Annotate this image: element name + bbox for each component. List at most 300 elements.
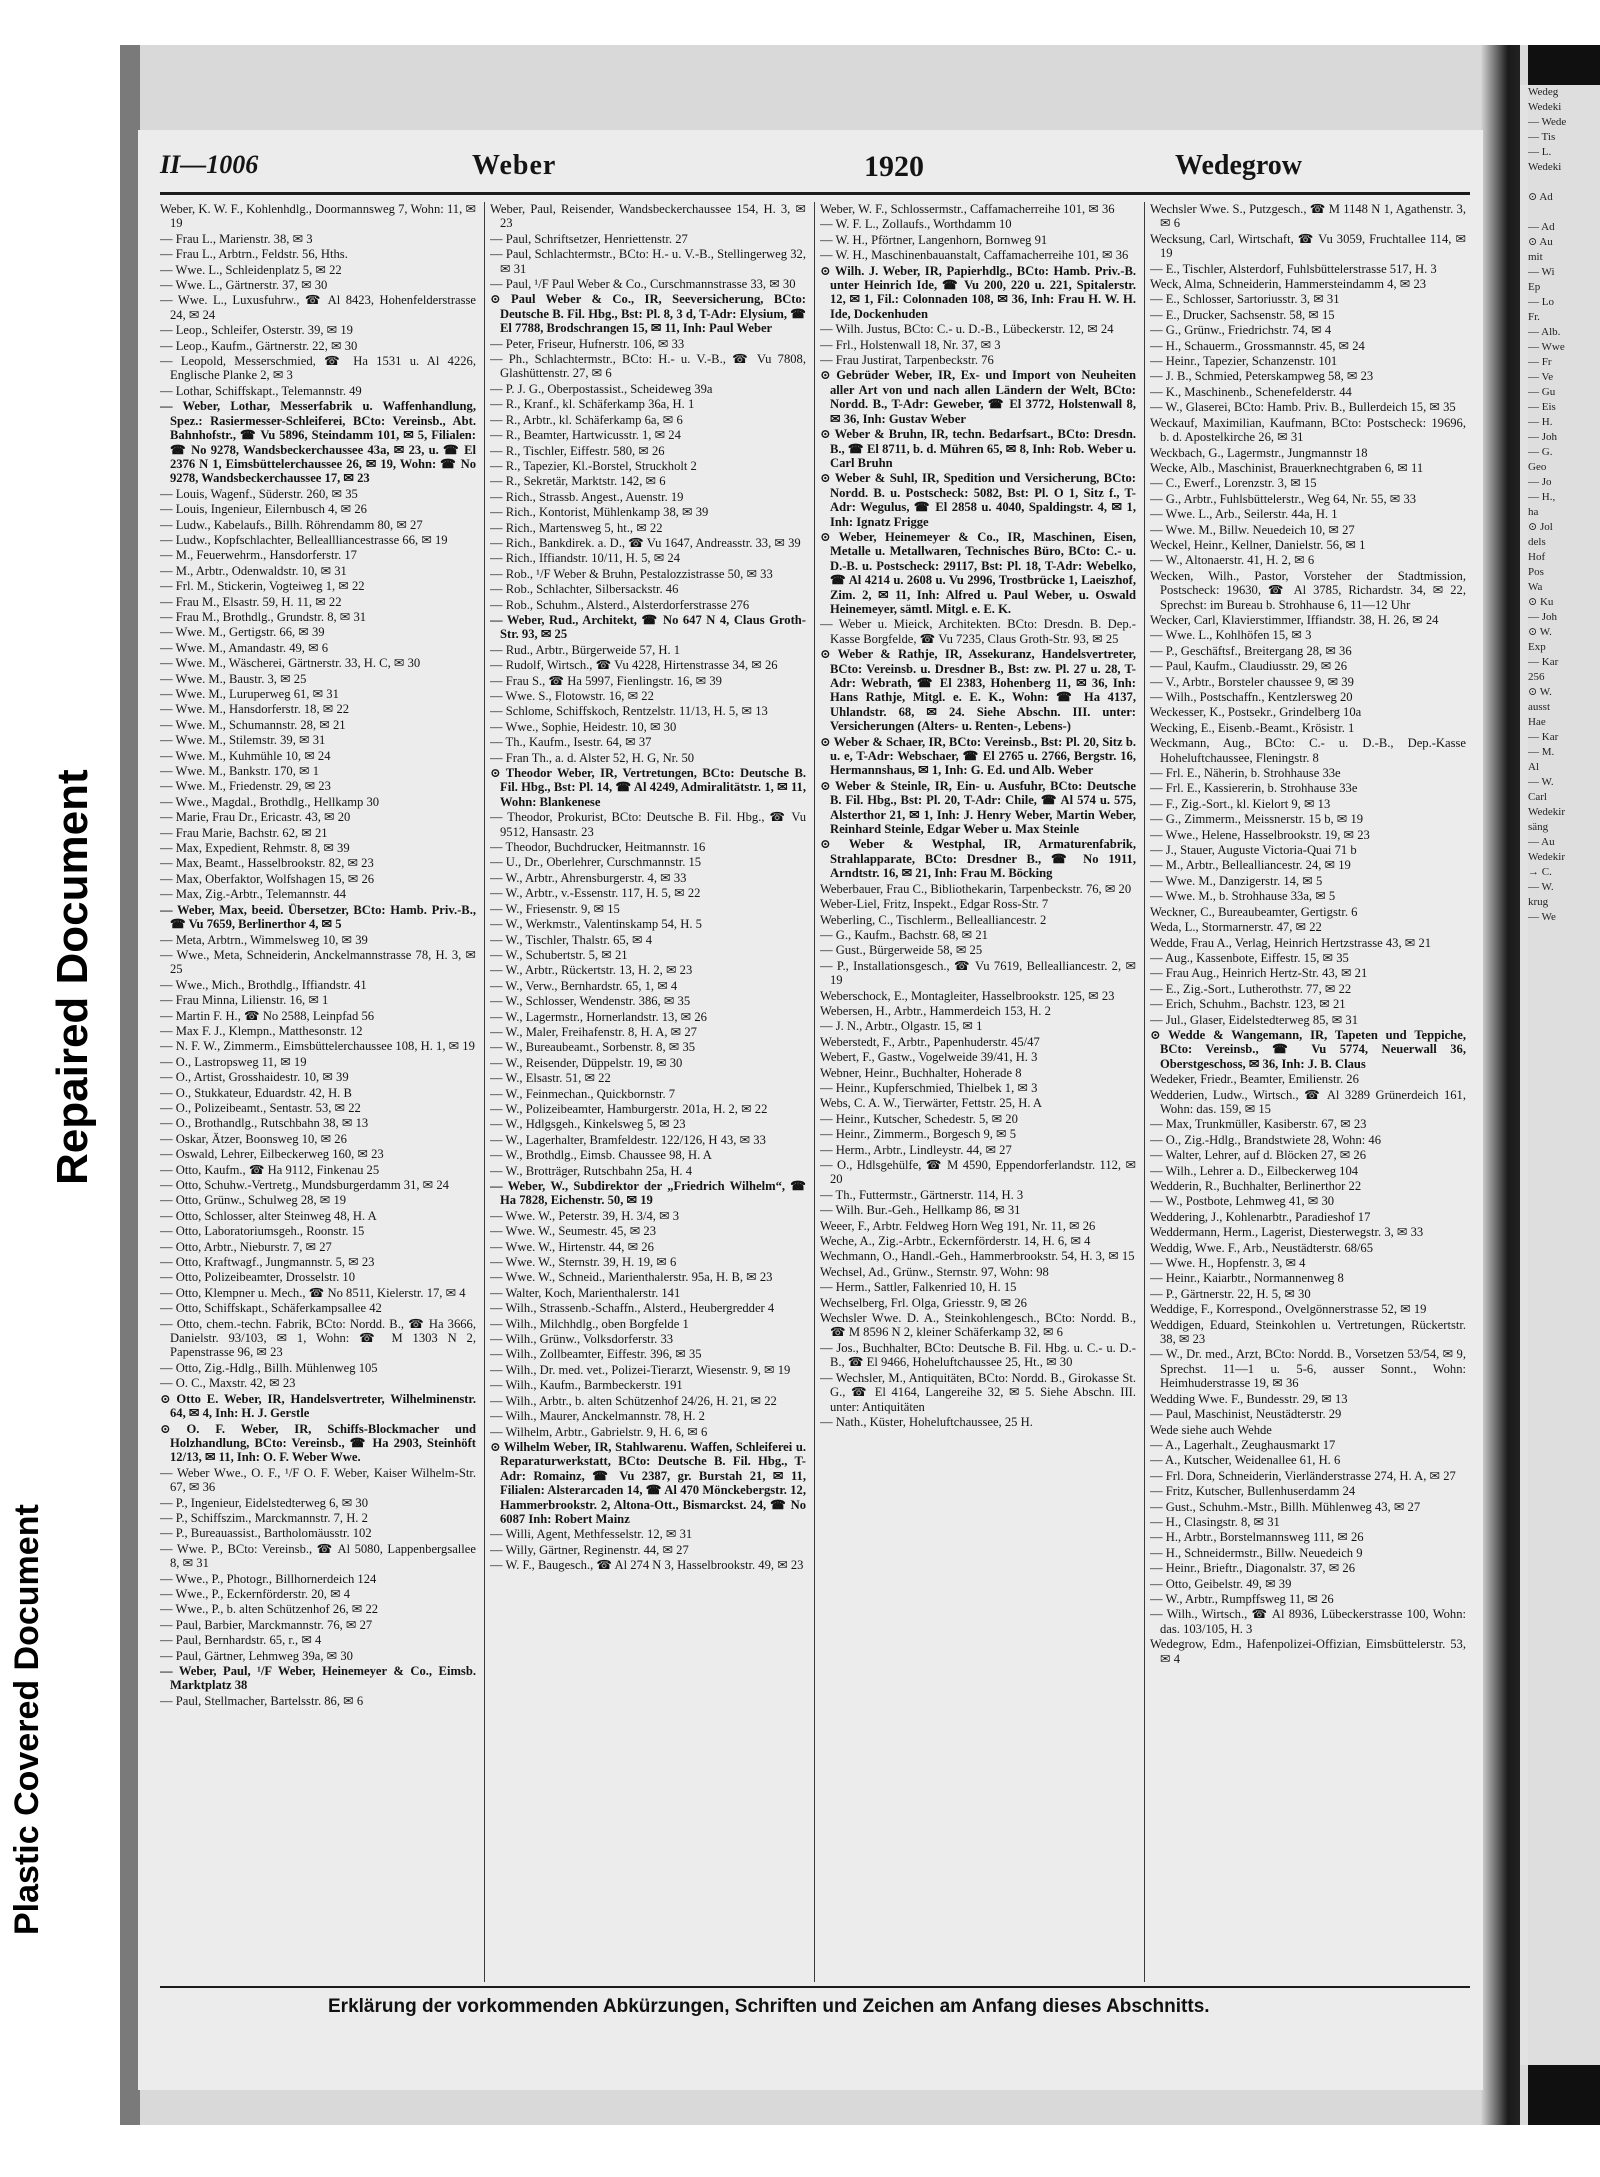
directory-entry: — Paul, Schlachtermstr., BCto: H.- u. V.-B., Stellingerweg 32, ✉ 31	[490, 247, 806, 276]
directory-entry: Wechmann, O., Handl.-Geh., Hammerbrookstr. 54, H. 3, ✉ 15	[820, 1249, 1135, 1264]
next-page-fragment: Wedekir	[1528, 851, 1565, 863]
directory-entry: ⊙ Weber & Bruhn, IR, techn. Bedarfsart., BCto: Dresdn. B., ☎ El 8711, b. d. Mühren 65, ✉ 8, Inh: Rob. Weber u. Carl Bruhn	[820, 427, 1136, 470]
directory-entry: — Otto, Geibelstr. 49, ✉ 39	[1150, 1576, 1292, 1591]
directory-entry: — Wwe. W., Sternstr. 39, H. 19, ✉ 6	[490, 1255, 677, 1270]
next-page-fragment: — Fr	[1528, 356, 1552, 368]
directory-entry: Webersen, H., Arbtr., Hammerdeich 153, H. 2	[820, 1003, 1051, 1018]
directory-entry: — P., Bureauassist., Bartholomäusstr. 102	[160, 1526, 372, 1541]
directory-entry: Weber, W. F., Schlossermstr., Caffamacherreihe 101, ✉ 36	[820, 202, 1115, 216]
directory-entry: — Heinr., Kaiarbtr., Normannenweg 8	[1150, 1271, 1344, 1286]
directory-entry: — Frau M., Brothdlg., Grundstr. 8, ✉ 31	[160, 609, 367, 624]
directory-entry: — K., Maschinenb., Schenefelderstr. 44	[1150, 384, 1352, 399]
directory-entry: — Max, Trunkmüller, Kasiberstr. 67, ✉ 23	[1150, 1117, 1367, 1132]
directory-entry: — W. H., Maschinenbauanstalt, Caffamacherreihe 101, ✉ 36	[820, 248, 1129, 263]
directory-entry: — Frau Minna, Lilienstr. 16, ✉ 1	[160, 993, 329, 1008]
directory-entry: — H., Schauerm., Grossmannstr. 45, ✉ 24	[1150, 338, 1365, 353]
directory-entry: Wecksung, Carl, Wirtschaft, ☎ Vu 3059, Fruchtallee 114, ✉ 19	[1150, 231, 1466, 261]
directory-entry: — Weber, Rud., Architekt, ☎ No 647 N 4, Claus Groth-Str. 93, ✉ 25	[490, 612, 806, 642]
directory-entry: — Wwe. H., Hopfenstr. 3, ✉ 4	[1150, 1256, 1306, 1271]
directory-entry: — W., Schubertstr. 5, ✉ 21	[490, 947, 628, 962]
directory-entry: — W., Feinmechan., Quickbornstr. 7	[490, 1086, 676, 1101]
directory-entry: — Wilh., Arbtr., b. alten Schützenhof 24/26, H. 21, ✉ 22	[490, 1393, 777, 1408]
column-divider	[484, 202, 485, 1982]
next-page-fragment: dels	[1528, 536, 1546, 548]
next-page-fragment: — H.,	[1528, 491, 1556, 503]
directory-entry: — W. H., Pförtner, Langenhorn, Bornweg 91	[820, 232, 1048, 247]
directory-entry: — R., Tischler, Eiffestr. 580, ✉ 26	[490, 443, 665, 458]
directory-entry: — J. N., Arbtr., Olgastr. 15, ✉ 1	[820, 1019, 983, 1034]
next-page-fragment: — Joh	[1528, 431, 1558, 443]
next-page-fragment: Pos	[1528, 566, 1544, 578]
directory-entry: — Wilh. Bur.-Geh., Hellkamp 86, ✉ 31	[820, 1203, 1021, 1218]
directory-entry: — Heinr., Zimmerm., Borgesch 9, ✉ 5	[820, 1127, 1017, 1142]
directory-entry: Weddering, J., Kohlenarbtr., Paradieshof 17	[1150, 1209, 1371, 1224]
directory-entry: — Wwe. M., Danzigerstr. 14, ✉ 5	[1150, 873, 1323, 888]
directory-entry: Weck, Alma, Schneiderin, Hammersteindamm 4, ✉ 23	[1150, 277, 1427, 292]
directory-entry: Weda, L., Stormarnerstr. 47, ✉ 22	[1150, 920, 1322, 935]
directory-entry: — Heinr., Kutscher, Schedestr. 5, ✉ 20	[820, 1111, 1018, 1126]
directory-entry: Webner, Heinr., Buchhalter, Hoherade 8	[820, 1065, 1022, 1080]
next-page-fragment: Fr.	[1528, 311, 1540, 323]
directory-entry: — Wwe. M., Luruperweg 61, ✉ 31	[160, 687, 339, 701]
directory-entry: — Fritz, Kutscher, Bullenhuserdamm 24	[1150, 1484, 1356, 1499]
directory-entry: — Wwe. P., BCto: Vereinsb., ☎ Al 5080, Lappenbergsallee 8, ✉ 31	[160, 1541, 476, 1571]
directory-entry: — Max, Beamt., Hasselbrookstr. 82, ✉ 23	[160, 856, 374, 871]
directory-entry: — Wwe. L., Kohlhöfen 15, ✉ 3	[1150, 628, 1312, 643]
directory-entry: — Weber Wwe., O. F., ¹/F O. F. Weber, Kaiser Wilhelm-Str. 67, ✉ 36	[160, 1465, 476, 1495]
next-page-fragment: — Jo	[1528, 476, 1552, 488]
directory-entry: — Frau S., ☎ Ha 5997, Fienlingstr. 16, ✉ 39	[490, 673, 722, 688]
directory-entry: — Walter, Lehrer, auf d. Blöcken 27, ✉ 26	[1150, 1148, 1367, 1163]
directory-entry: — Wilh., Zollbeamter, Eiffestr. 396, ✉ 35	[490, 1347, 702, 1362]
next-page-fragment: — W.	[1528, 776, 1554, 788]
directory-entry: — Wwe. L., Gärtnerstr. 37, ✉ 30	[160, 278, 328, 293]
directory-entry: — Wwe. M., Baustr. 3, ✉ 25	[160, 671, 307, 686]
directory-entry: — Paul, Stellmacher, Bartelsstr. 86, ✉ 6	[160, 1693, 364, 1708]
directory-entry: — W., Lagermstr., Hornerlandstr. 13, ✉ 26	[490, 1009, 707, 1024]
directory-entry: — O., Zig.-Hdlg., Brandstwiete 28, Wohn: 46	[1150, 1132, 1382, 1147]
directory-entry: — Otto, Grünw., Schulweg 28, ✉ 19	[160, 1193, 347, 1208]
directory-entry: — W., Postbote, Lehmweg 41, ✉ 30	[1150, 1194, 1335, 1209]
directory-entry: — W., Hdlgsgeh., Kinkelsweg 5, ✉ 23	[490, 1117, 686, 1132]
directory-entry: — Fran Th., a. d. Alster 52, H. G, Nr. 50	[490, 750, 695, 765]
directory-entry: — J., Stauer, Auguste Victoria-Quai 71 b	[1150, 843, 1357, 858]
directory-entry: — Wilh., Maurer, Anckelmannstr. 78, H. 2	[490, 1409, 705, 1424]
next-page-fragment: ⊙ Au	[1528, 236, 1553, 248]
next-page-fragment: — Lo	[1528, 296, 1554, 308]
next-page-fragment: — Eis	[1528, 401, 1556, 413]
directory-entry: — W., Verw., Bernhardstr. 65, 1, ✉ 4	[490, 978, 678, 993]
directory-entry: — M., Feuerwehrm., Hansdorferstr. 17	[160, 548, 357, 563]
next-page-fragment: Hae	[1528, 716, 1546, 728]
directory-entry: ⊙ Paul Weber & Co., IR, Seeversicherung, BCto: Deutsche B. Fil. Hbg., Bst: Pl. 8, 3 d, T-Adr: Elysium, ☎ El 7788, Brodschrangen 15, ✉ 11, Inh: Paul Weber	[490, 292, 806, 336]
directory-entry: Wechsler Wwe. D. A., Steinkohlengesch., BCto: Nordd. B., ☎ M 8596 N 2, kleiner Schäferkamp 32, ✉ 6	[820, 1311, 1136, 1340]
directory-entry: — Weber, Lothar, Messerfabrik u. Waffenhandlung, Spez.: Rasiermesser-Schleiferei, BCto: Vereinsb., Abt. Bahnhofstr., ☎ Vu 5896, Steindamm 101, ✉ 5, Filialen: ☎ No 9278, Wandsbeckerchaussee 43a, ✉ 23, u. ☎ El 2376 N 1, Eimsbüttelerchaussee 26, ✉ 19, Wohn: ☎ No 9278, Wandsbeckerchaussee 17, ✉ 23	[160, 399, 476, 486]
repaired-document-label: Repaired Document	[48, 769, 97, 1185]
directory-entry: Weckbach, G., Lagermstr., Jungmannstr 18	[1150, 445, 1368, 460]
directory-entry: — Th., Futtermstr., Gärtnerstr. 114, H. 3	[820, 1187, 1024, 1202]
directory-entry: Wecker, Carl, Klavierstimmer, Iffiandstr. 38, H. 26, ✉ 24	[1150, 612, 1439, 627]
directory-entry: Weckauf, Maximilian, Kaufmann, BCto: Postscheck: 19696, b. d. Apostelkirche 26, ✉ 31	[1150, 415, 1466, 445]
directory-entry: — Weber, Paul, ¹/F Weber, Heinemeyer & Co., Eimsb. Marktplatz 38	[160, 1664, 476, 1693]
directory-entry: Weberbauer, Frau C., Bibliothekarin, Tarpenbeckstr. 76, ✉ 20	[820, 881, 1132, 896]
directory-entry: — Theodor, Buchdrucker, Heitmannstr. 16	[490, 840, 706, 855]
directory-entry: — P., Gärtnerstr. 22, H. 5, ✉ 30	[1150, 1286, 1311, 1301]
directory-entry: ⊙ Weber & Steinle, IR, Ein- u. Ausfuhr, BCto: Deutsche B. Fil. Hbg., Bst: Pl. 20, T-Adr: Chile, ☎ Al 574 u. 575, Alsterthor 21, ✉ 1, Inh: J. Henry Weber, Martin Weber, Reinhard Steinle, Edgar Weber u. Max Steinle	[820, 778, 1136, 837]
directory-entry: — H., Clasingstr. 8, ✉ 31	[1150, 1514, 1280, 1529]
directory-entry: ⊙ Weber & Westphal, IR, Armaturenfabrik, Strahlapparate, BCto: Dresdner B., ☎ No 1911, Arndtstr. 16, ✉ 21, Inh: Frau M. Böcking	[820, 837, 1136, 881]
directory-entry: — Frl. E., Näherin, b. Strohhause 33e	[1150, 766, 1341, 781]
directory-entry: Weckesser, K., Postsekr., Grindelberg 10a	[1150, 705, 1362, 720]
next-page-fragment: — H.	[1528, 416, 1553, 428]
book-gutter	[1480, 45, 1520, 2125]
directory-entry: — Frl. E., Kassiererin, b. Strohhause 33e	[1150, 781, 1358, 796]
directory-entry: — W., Arbtr., Rückertstr. 13, H. 2, ✉ 23	[490, 963, 693, 978]
directory-entry: Webert, F., Gastw., Vogelweide 39/41, H. 3	[820, 1050, 1038, 1065]
directory-entry: — Rudolf, Wirtsch., ☎ Vu 4228, Hirtenstrasse 34, ✉ 26	[490, 658, 778, 673]
directory-entry: ⊙ Wedde & Wangemann, IR, Tapeten und Teppiche, BCto: Vereinsb., ☎ Vu 5774, Neuerwall 36, Oberstgeschoss, ✉ 36, Inh: J. B. Claus	[1150, 1027, 1466, 1071]
next-page-fragment: ⊙ W.	[1528, 626, 1552, 638]
directory-entry: — W., Polizeibeamter, Hamburgerstr. 201a, H. 2, ✉ 22	[490, 1101, 768, 1116]
directory-entry: — M., Arbtr., Odenwaldstr. 10, ✉ 31	[160, 563, 347, 578]
directory-entry: ⊙ O. F. Weber, IR, Schiffs-Blockmacher und Holzhandlung, BCto: Vereinsb., ☎ Ha 2903, Steinhöft 12/13, ✉ 11, Inh: O. F. Weber Wwe.	[160, 1421, 476, 1465]
directory-entry: — Rob., Schlachter, Silbersackstr. 46	[490, 582, 679, 597]
directory-entry: — Otto, Kaufm., ☎ Ha 9112, Finkenau 25	[160, 1162, 380, 1177]
directory-entry: — E., Schlosser, Sartoriusstr. 3, ✉ 31	[1150, 292, 1340, 307]
plastic-covered-document-label: Plastic Covered Document	[8, 1504, 46, 1935]
directory-entry: — Frau L., Marienstr. 38, ✉ 3	[160, 231, 313, 246]
next-page-fragment: — Ad	[1528, 221, 1555, 233]
directory-entry: — Wwe. M., Bankstr. 170, ✉ 1	[160, 764, 319, 779]
next-page-fragment: — Wede	[1528, 116, 1567, 128]
directory-entry: — W., Werkmstr., Valentinskamp 54, H. 5	[490, 917, 702, 932]
directory-entry: — Paul, Maschinist, Neustädterstr. 29	[1150, 1407, 1342, 1422]
directory-entry: — F., Zig.-Sort., kl. Kielort 9, ✉ 13	[1150, 796, 1331, 811]
directory-entry: — C., Ewerf., Lorenzstr. 3, ✉ 15	[1150, 476, 1317, 491]
directory-entry: — Wwe. M., Kuhmühle 10, ✉ 24	[160, 748, 331, 763]
directory-entry: — Rich., Iffiandstr. 10/11, H. 5, ✉ 24	[490, 551, 681, 566]
directory-entry: — R., Tapezier, Kl.-Borstel, Struckholt 2	[490, 458, 697, 473]
directory-entry: — Th., Kaufm., Isestr. 64, ✉ 37	[490, 735, 652, 750]
directory-entry: — Ludw., Kabelaufs., Billh. Röhrendamm 80, ✉ 27	[160, 517, 423, 532]
directory-entry: — Jul., Glaser, Eidelstedterweg 85, ✉ 31	[1150, 1012, 1359, 1027]
directory-entry: — Herm., Arbtr., Lindleystr. 44, ✉ 27	[820, 1142, 1012, 1157]
directory-entry: Weckel, Heinr., Kellner, Danielstr. 56, ✉ 1	[1150, 537, 1366, 552]
column-4	[1150, 202, 1466, 1982]
directory-entry: — H., Arbtr., Borstelmannsweg 111, ✉ 26	[1150, 1530, 1364, 1545]
directory-entry: — Paul, Barbier, Marckmannstr. 76, ✉ 27	[160, 1617, 373, 1632]
next-page-fragment: 256	[1528, 671, 1545, 683]
directory-entry: Weddermann, Herm., Lagerist, Diesterwegstr. 3, ✉ 33	[1150, 1225, 1424, 1240]
directory-entry: — Wilh. Justus, BCto: C.- u. D.-B., Lübeckerstr. 12, ✉ 24	[820, 322, 1114, 337]
page-header	[160, 150, 1460, 190]
next-page-fragment: — Joh	[1528, 611, 1558, 623]
column-2	[490, 202, 806, 1982]
directory-entry: — Ludw., Kopfschlachter, Belleallliancestrasse 66, ✉ 19	[160, 532, 448, 547]
directory-entry: — Weber, Max, beeid. Übersetzer, BCto: Hamb. Priv.-B., ☎ Vu 7659, Berlinerthor 4, ✉ 5	[160, 902, 476, 932]
directory-entry: — W., Brotträger, Rutschbahn 25a, H. 4	[490, 1163, 693, 1178]
directory-entry: — Wilh., Lehrer a. D., Eilbeckerweg 104	[1150, 1163, 1359, 1178]
directory-entry: — P., Schiffszim., Marckmannstr. 7, H. 2	[160, 1510, 368, 1525]
directory-entry: Wedde, Frau A., Verlag, Heinrich Hertzstrasse 43, ✉ 21	[1150, 935, 1432, 950]
directory-entry: — W., Arbtr., Ahrensburgerstr. 4, ✉ 33	[490, 870, 687, 885]
next-page-fragment: ⊙ Ku	[1528, 596, 1554, 608]
directory-entry: Weche, A., Zig.-Arbtr., Eckernförderstr. 14, H. 6, ✉ 4	[820, 1234, 1091, 1249]
next-page-fragment: Hof	[1528, 551, 1546, 563]
directory-entry: — Wilh., Dr. med. vet., Polizei-Tierarzt, Wiesenstr. 9, ✉ 19	[490, 1362, 791, 1377]
directory-entry: — O., Brothandlg., Rutschbahn 38, ✉ 13	[160, 1116, 369, 1131]
directory-entry: — Wwe. M., Wäscherei, Gärtnerstr. 33, H. C, ✉ 30	[160, 656, 421, 671]
directory-page	[138, 130, 1483, 2090]
directory-entry: — O., Stukkateur, Eduardstr. 42, H. B	[160, 1085, 352, 1100]
directory-entry: — Rud., Arbtr., Bürgerweide 57, H. 1	[490, 642, 681, 657]
directory-entry: — Wechsler, M., Antiquitäten, BCto: Nordd. B., Girokasse St. G., ☎ El 4164, Langereihe 32, ✉ 5. Siehe Abschn. III. unter: Antiquitäten	[820, 1370, 1136, 1414]
directory-entry: — W., Schlosser, Wendenstr. 386, ✉ 35	[490, 994, 691, 1009]
directory-entry: — Frl. M., Stickerin, Vogteiweg 1, ✉ 22	[160, 579, 365, 594]
directory-entry: — Frau M., Elsastr. 59, H. 11, ✉ 22	[160, 594, 342, 609]
directory-entry: — Rich., Bankdirek. a. D., ☎ Vu 1647, Andreasstr. 33, ✉ 39	[490, 535, 801, 550]
directory-entry: — H., Schneidermstr., Billw. Neuedeich 9	[1150, 1545, 1363, 1560]
directory-entry: ⊙ Theodor Weber, IR, Vertretungen, BCto: Deutsche B. Fil. Hbg., Bst: Pl. 14, ☎ Al 4249, Admiralitätstr. 1, ✉ 11, Wohn: Blankenese	[490, 766, 806, 809]
directory-entry: — Rich., Strassb. Angest., Auenstr. 19	[490, 489, 684, 504]
directory-entry: — Wwe. W., Peterstr. 39, H. 3/4, ✉ 3	[490, 1208, 680, 1223]
directory-entry: — O. C., Maxstr. 42, ✉ 23	[160, 1376, 296, 1391]
directory-entry: — Weber, W., Subdirektor der „Friedrich Wilhelm“, ☎ Ha 7828, Eichenstr. 50, ✉ 19	[490, 1179, 806, 1208]
side-labels	[0, 0, 120, 2177]
directory-entry: — O., Lastropsweg 11, ✉ 19	[160, 1054, 307, 1069]
directory-entry: — M., Arbtr., Bellealliancestr. 24, ✉ 19	[1150, 858, 1351, 873]
directory-entry: — Max, Zig.-Arbtr., Telemannstr. 44	[160, 887, 347, 902]
directory-entry: — Wwe. L., Luxusfuhrw., ☎ Al 8423, Hohenfelderstrasse 24, ✉ 24	[160, 293, 476, 322]
directory-entry: — Otto, Laboratoriumsgeh., Roonstr. 15	[160, 1224, 365, 1239]
directory-entry: Wecken, Wilh., Pastor, Vorsteher der Stadtmission, Postscheck: 19630, ☎ Al 3785, Richardstr. 34, ✉ 22, Sprechst: im Bureau b. Strohhause 6, 11—12 Uhr	[1150, 568, 1466, 612]
directory-entry: Wechsel, Ad., Grünw., Sternstr. 97, Wohn: 98	[820, 1264, 1049, 1279]
directory-entry: — Willy, Gärtner, Reginenstr. 44, ✉ 27	[490, 1542, 689, 1557]
directory-entry: — R., Beamter, Hartwicusstr. 1, ✉ 24	[490, 428, 681, 443]
directory-entry: Weeer, F., Arbtr. Feldweg Horn Weg 191, Nr. 11, ✉ 26	[820, 1218, 1096, 1233]
directory-entry: — Wwe., P., Eckernförderstr. 20, ✉ 4	[160, 1586, 351, 1601]
next-page-fragment: — Kar	[1528, 656, 1559, 668]
directory-entry: — W., Glaserei, BCto: Hamb. Priv. B., Bullerdeich 15, ✉ 35	[1150, 400, 1456, 415]
page-number: II—1006	[160, 150, 259, 179]
directory-entry: Weberschock, E., Montagleiter, Hasselbrookstr. 125, ✉ 23	[820, 988, 1115, 1003]
directory-entry: — Wilh., Wirtsch., ☎ Al 8936, Lübeckerstrasse 100, Wohn: das. 103/105, H. 3	[1150, 1607, 1466, 1636]
directory-entry: — Meta, Arbtrn., Wimmelsweg 10, ✉ 39	[160, 932, 368, 947]
directory-entry: — Wwe., Meta, Schneiderin, Anckelmannstrasse 78, H. 3, ✉ 25	[160, 947, 476, 977]
next-page-fragment: — Tis	[1528, 131, 1556, 143]
directory-entry: ⊙ Weber & Suhl, IR, Spedition und Versicherung, BCto: Nordd. B. u. Postscheck: 5082, Bst: Pl. O 1, Sitz f., T-Adr: Wegulus, ☎ El 2858 u. 4040, Spaldingstr. 4, ✉ 1, Inh: Ignatz Frigge	[820, 471, 1136, 529]
directory-entry: — Weber u. Mieick, Architekten. BCto: Dresdn. B. Dep.-Kasse Borgfelde, ☎ Vu 7235, Claus Groth-Str. 93, ✉ 25	[820, 617, 1136, 646]
directory-entry: — Wwe., Helene, Hasselbrookstr. 19, ✉ 23	[1150, 827, 1370, 842]
directory-entry: — W., Arbtr., v.-Essenstr. 117, H. 5, ✉ 22	[490, 886, 701, 901]
next-page-fragment: Wedeg	[1528, 86, 1559, 98]
directory-entry: — Max, Expedient, Rehmstr. 8, ✉ 39	[160, 841, 350, 856]
directory-entry: — Wwe. W., Hirtenstr. 44, ✉ 26	[490, 1239, 654, 1254]
next-page-fragment: ⊙ W.	[1528, 686, 1552, 698]
directory-entry: — Oskar, Ätzer, Boonsweg 10, ✉ 26	[160, 1131, 347, 1146]
directory-entry: — Wwe., Mich., Brothdlg., Iffiandstr. 41	[160, 977, 367, 992]
directory-entry: — Otto, Zig.-Hdlg., Billh. Mühlenweg 105	[160, 1360, 378, 1375]
column-1	[160, 202, 476, 1982]
directory-entry: — P. J. G., Oberpostassist., Scheideweg 39a	[490, 381, 713, 396]
directory-entry: Wecke, Alb., Maschinist, Brauerknechtgraben 6, ✉ 11	[1150, 460, 1424, 475]
directory-entry: — Wwe. M., Schumannstr. 28, ✉ 21	[160, 717, 346, 732]
directory-entry: Wedderien, Ludw., Wirtsch., ☎ Al 3289 Grünerdeich 161, Wohn: das. 159, ✉ 15	[1150, 1087, 1466, 1116]
directory-entry: Wecking, E., Eisenb.-Beamt., Krösistr. 1	[1150, 720, 1355, 735]
scan-shadow-left	[120, 45, 140, 2125]
directory-entry: — Rob., ¹/F Weber & Bruhn, Pestalozzistrasse 50, ✉ 33	[490, 566, 773, 581]
directory-entry: — O., Hdlsgehülfe, ☎ M 4590, Eppendorferlandstr. 112, ✉ 20	[820, 1158, 1136, 1187]
next-page-fragment: — We	[1528, 911, 1556, 923]
directory-entry: — R., Kranf., kl. Schäferkamp 36a, H. 1	[490, 397, 695, 412]
directory-entry: — W., Lagerhalter, Bramfeldestr. 122/126, H 43, ✉ 33	[490, 1132, 766, 1147]
directory-entry: — Peter, Friseur, Hufnerstr. 106, ✉ 33	[490, 336, 685, 351]
next-page-fragment: Exp	[1528, 641, 1546, 653]
directory-entry: — Rob., Schuhm., Alsterd., Alsterdorferstrasse 276	[490, 597, 750, 612]
directory-entry: — Wwe. M., Amandastr. 49, ✉ 6	[160, 640, 329, 655]
scanned-page-image	[120, 45, 1600, 2125]
directory-entry: Wedeker, Friedr., Beamter, Emilienstr. 26	[1150, 1072, 1359, 1087]
next-page-fragment	[1528, 175, 1600, 190]
directory-entry: — Wilh., Strassenb.-Schaffn., Alsterd., Heubergredder 4	[490, 1301, 775, 1316]
next-page-fragment: — Gu	[1528, 386, 1556, 398]
directory-entry: ⊙ Wilhelm Weber, IR, Stahlwarenu. Waffen, Schleiferei u. Reparaturwerkstatt, BCto: Deutsche B. Fil. Hbg., T-Adr: Romainz, ☎ Vu 2387, gr. Burstah 21, ✉ 11, Filialen: Alsterarcaden 14, ☎ Al 470 Mönckebergstr. 12, Hammerbrookstr. 2, Altona-Ott., Bismarckst. 24, ☎ No 6087 Inh: Robert Mainz	[490, 1439, 806, 1526]
directory-entry: — Paul, ¹/F Paul Weber & Co., Curschmannstrasse 33, ✉ 30	[490, 277, 796, 292]
directory-entry: — W., Bureaubeamt., Sorbenstr. 8, ✉ 35	[490, 1040, 696, 1055]
directory-entry: — R., Sekretär, Marktstr. 142, ✉ 6	[490, 474, 666, 489]
directory-entry: Weckner, C., Bureaubeamter, Gertigstr. 6	[1150, 904, 1358, 919]
directory-entry: — Theodor, Prokurist, BCto: Deutsche B. Fil. Hbg., ☎ Vu 9512, Hansastr. 23	[490, 810, 806, 839]
directory-entry: — Heinr., Tapezier, Schanzenstr. 101	[1150, 354, 1338, 369]
directory-entry: — Lothar, Schiffskapt., Telemannstr. 49	[160, 383, 362, 398]
column-3	[820, 202, 1136, 1982]
next-page-fragment: ha	[1528, 506, 1539, 518]
next-page-fragment: säng	[1528, 821, 1549, 833]
directory-entry: — Max F. J., Klempn., Matthesonstr. 12	[160, 1023, 363, 1038]
directory-entry: — Jos., Buchhalter, BCto: Deutsche B. Fil. Hbg. u. C.- u. D.-B., ☎ El 9466, Hoheluftchaussee 25, Ht., ✉ 30	[820, 1340, 1136, 1370]
directory-entry: — J. B., Schmied, Peterskampweg 58, ✉ 23	[1150, 369, 1374, 384]
next-page-fragment: → C.	[1528, 866, 1552, 878]
directory-entry: Wede siehe auch Wehde	[1150, 1422, 1272, 1437]
directory-entry: — Wwe. M., b. Strohhause 33a, ✉ 5	[1150, 889, 1336, 904]
directory-entry: — W., Altonaerstr. 41, H. 2, ✉ 6	[1150, 553, 1315, 568]
directory-entry: — Frau L., Arbtrn., Feldstr. 56, Hths.	[160, 247, 348, 262]
header-first-entry-word: Weber	[472, 150, 557, 181]
directory-entry: — G., Arbtr., Fuhlsbüttelerstr., Weg 64, Nr. 55, ✉ 33	[1150, 491, 1417, 506]
directory-entry: Weddig, Wwe. F., Arb., Neustädterstr. 68/65	[1150, 1240, 1374, 1255]
directory-entry: — Paul, Kaufm., Claudiusstr. 29, ✉ 26	[1150, 659, 1348, 674]
directory-entry: ⊙ Gebrüder Weber, IR, Ex- und Import von Neuheiten aller Art von und nach allen Ländern der Welt, BCto: Nordd. B., T-Adr: Geweber, ☎ El 3772, Holstenwall 8, ✉ 36, Inh: Gustav Weber	[820, 368, 1136, 426]
next-page-fragment: — G.	[1528, 446, 1553, 458]
directory-entry: — Nath., Küster, Hoheluftchaussee, 25 H.	[820, 1414, 1033, 1429]
directory-entry: — E., Drucker, Sachsenstr. 58, ✉ 15	[1150, 307, 1335, 322]
directory-entry: — W., Arbtr., Rumpffsweg 11, ✉ 26	[1150, 1591, 1334, 1606]
directory-entry: — P., Ingenieur, Eidelstedterweg 6, ✉ 30	[160, 1495, 369, 1510]
directory-entry: — P., Geschäftsf., Breitergang 28, ✉ 36	[1150, 643, 1352, 658]
directory-entry: — Otto, Polizeibeamter, Drosselstr. 10	[160, 1270, 356, 1285]
directory-entry: — W., Reisender, Düppelstr. 19, ✉ 30	[490, 1055, 683, 1070]
next-page-fragment: — Kar	[1528, 731, 1559, 743]
directory-entry: — Otto, Klempner u. Mech., ☎ No 8511, Kielerstr. 17, ✉ 4	[160, 1285, 466, 1300]
directory-entry: Wedegrow, Edm., Hafenpolizei-Offizian, Eimsbüttelerstr. 53, ✉ 4	[1150, 1637, 1466, 1666]
directory-entry: — Leop., Schleifer, Osterstr. 39, ✉ 19	[160, 323, 353, 338]
directory-entry: — Paul, Gärtner, Lehmweg 39a, ✉ 30	[160, 1648, 353, 1663]
directory-entry: — Wilh., Postschaffn., Kentzlersweg 20	[1150, 690, 1353, 704]
directory-entry: — Ph., Schlachtermstr., BCto: H.- u. V.-B., ☎ Vu 7808, Glashüttenstr. 27, ✉ 6	[490, 352, 806, 381]
directory-entry: — Heinr., Kupferschmied, Thielbek 1, ✉ 3	[820, 1080, 1038, 1095]
next-page-fragment: Al	[1528, 761, 1539, 773]
directory-entry: — Wwe. M., Billw. Neuedeich 10, ✉ 27	[1150, 522, 1355, 537]
directory-entry: — Otto, Schuhw.-Vertretg., Mundsburgerdamm 31, ✉ 24	[160, 1178, 449, 1192]
directory-entry: — Wwe., Magdal., Brothdlg., Hellkamp 30	[160, 794, 380, 809]
directory-entry: — Walter, Koch, Marienthalerstr. 141	[490, 1285, 681, 1300]
directory-entry: — O., Artist, Grosshaidestr. 10, ✉ 39	[160, 1070, 349, 1085]
next-page-fragment: — Wwe	[1528, 341, 1565, 353]
directory-entry: — W., Elsastr. 51, ✉ 22	[490, 1071, 611, 1086]
directory-entry: — Herm., Sattler, Falkenried 10, H. 15	[820, 1280, 1017, 1295]
footer-note: Erklärung der vorkommenden Abkürzungen, Schriften und Zeichen am Anfang dieses Abschnitts.	[328, 1996, 1210, 2017]
directory-entry: — W., Dr. med., Arzt, BCto: Nordd. B., Vorsetzen 53/54, ✉ 9, Sprechst. 11—1 u. 5-6, ausser Sonnt., Wohn: Heimhuderstrasse 19, ✉ 36	[1150, 1347, 1466, 1391]
directory-entry: — G., Kaufm., Bachstr. 68, ✉ 21	[820, 927, 988, 942]
directory-entry: — U., Dr., Oberlehrer, Curschmannstr. 15	[490, 855, 702, 870]
directory-entry: — Wwe. M., Friedenstr. 29, ✉ 23	[160, 779, 331, 794]
directory-entry: — W., Brothdlg., Eimsb. Chaussee 98, H. A	[490, 1148, 712, 1163]
column-divider	[814, 202, 815, 1982]
directory-entry: — Wwe. W., Schneid., Marienthalerstr. 95a, H. B, ✉ 23	[490, 1270, 773, 1285]
directory-entry: Wedding Wwe. F., Bundesstr. 29, ✉ 13	[1150, 1391, 1348, 1406]
directory-entry: — Wilhelm, Arbtr., Gabrielstr. 9, H. 6, ✉ 6	[490, 1424, 708, 1439]
directory-entry: Weberstedt, F., Arbtr., Papenhuderstr. 45/47	[820, 1034, 1040, 1049]
next-page-fragment: — Alb.	[1528, 326, 1561, 338]
column-divider	[1144, 202, 1145, 1982]
next-page-fragment: Ep	[1528, 281, 1541, 293]
directory-entry: — Paul, Bernhardstr. 65, r., ✉ 4	[160, 1633, 322, 1648]
next-page-fragment: mit	[1528, 251, 1543, 263]
directory-entry: — Aug., Kassenbote, Eiffestr. 15, ✉ 35	[1150, 950, 1349, 965]
directory-entry: — Otto, Schiffskapt., Schäferkampsallee 42	[160, 1301, 382, 1316]
directory-entry: — Wwe. M., Gertigstr. 66, ✉ 39	[160, 625, 325, 640]
directory-entry: — W., Friesenstr. 9, ✉ 15	[490, 901, 620, 916]
directory-entry: — P., Installationsgesch., ☎ Vu 7619, Bellealliancestr. 2, ✉ 19	[820, 958, 1136, 988]
next-page-fragment: — L.	[1528, 146, 1552, 158]
directory-entry: — Otto, chem.-techn. Fabrik, BCto: Nordd. B., ☎ Ha 3666, Danielstr. 93/103, ✉ 1, Wohn: ☎ M 1303 N 2, Papenstrasse 96, ✉ 23	[160, 1316, 476, 1360]
directory-entry: — Gust., Schuhm.-Mstr., Billh. Mühlenweg 43, ✉ 27	[1150, 1499, 1421, 1514]
directory-entry: — Wwe. M., Hansdorferstr. 18, ✉ 22	[160, 702, 350, 717]
next-page-fragment: Wedeki	[1528, 161, 1562, 173]
next-page-fragment: — W.	[1528, 881, 1554, 893]
next-page-fragment: — Au	[1528, 836, 1555, 848]
next-page-fragment: ausst	[1528, 701, 1550, 713]
directory-entry: — W. F. L., Zollaufs., Worthdamm 10	[820, 217, 1012, 232]
next-page-fragment: krug	[1528, 896, 1549, 908]
directory-entry: — Otto, Schlosser, alter Steinweg 48, H. A	[160, 1208, 377, 1223]
directory-entry: — Wwe., P., Photogr., Billhornerdeich 124	[160, 1571, 377, 1586]
directory-entry: — Leop., Kaufm., Gärtnerstr. 22, ✉ 30	[160, 338, 358, 353]
directory-entry: — Wwe., Sophie, Heidestr. 10, ✉ 30	[490, 719, 677, 734]
directory-entry: — O., Polizeibeamt., Sentastr. 53, ✉ 22	[160, 1100, 361, 1115]
directory-entry: Wedderin, R., Buchhalter, Berlinerthor 22	[1150, 1179, 1362, 1193]
directory-entry: — Schlome, Schiffskoch, Rentzelstr. 11/13, H. 5, ✉ 13	[490, 704, 768, 719]
directory-entry: — Marie, Frau Dr., Ericastr. 43, ✉ 20	[160, 810, 351, 825]
directory-entry: — E., Tischler, Alsterdorf, Fuhlsbüttelerstrasse 517, H. 3	[1150, 261, 1437, 276]
directory-entry: Wechsler Wwe. S., Putzgesch., ☎ M 1148 N 1, Agathenstr. 3, ✉ 6	[1150, 202, 1466, 231]
next-page-fragment: ⊙ Ad	[1528, 191, 1553, 203]
directory-entry: ⊙ Weber & Schaer, IR, BCto: Vereinsb., Bst: Pl. 20, Sitz b. u. e, T-Adr: Webschaer, ☎ El 2765 u. 2766, Bergstr. 16, Hermannshaus, ✉ 1, Inh: G. Ed. und Alb. Weber	[820, 734, 1136, 778]
directory-entry: — Rich., Martensweg 5, ht., ✉ 22	[490, 520, 663, 535]
header-last-entry-word: Wedegrow	[1175, 150, 1303, 181]
directory-entry: — N. F. W., Zimmerm., Eimsbüttelerchaussee 108, H. 1, ✉ 19	[160, 1039, 475, 1054]
directory-entry: — Frl. Dora, Schneiderin, Vierländerstrasse 274, H. A, ✉ 27	[1150, 1468, 1456, 1483]
